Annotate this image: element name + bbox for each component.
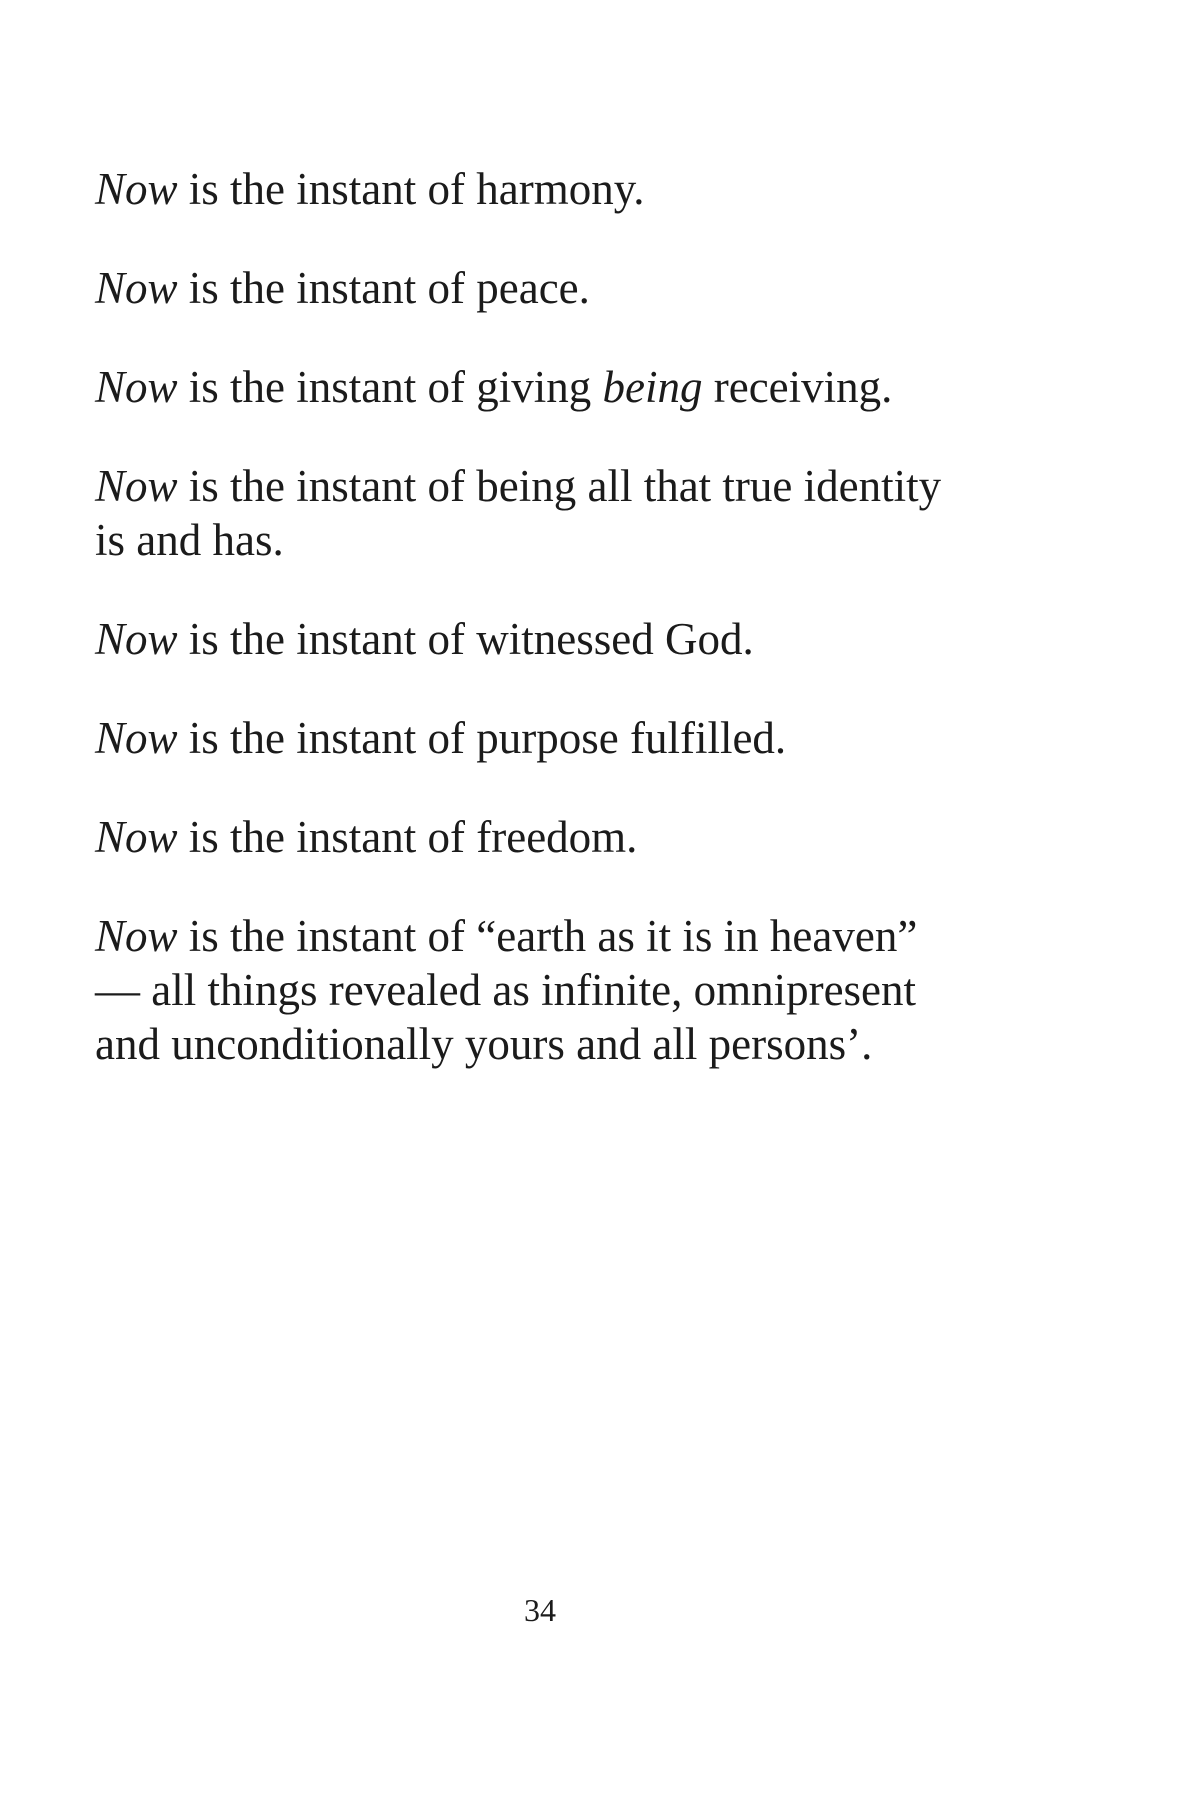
stanza-text: is the instant of “earth as it is in heaven” [177, 911, 918, 961]
page-number: 34 [524, 1592, 556, 1628]
stanza-text: is the instant of being all that true identity [177, 461, 942, 511]
stanza-freedom [95, 810, 1015, 864]
stanza-emphasis: Now [95, 614, 178, 664]
stanza-text: is the instant of freedom. [177, 812, 638, 862]
stanza-harmony [95, 162, 1015, 216]
stanza-emphasis: Now [95, 263, 178, 313]
stanza-text: is the instant of peace. [177, 263, 590, 313]
stanza-text: is the instant of purpose fulfilled. [177, 713, 787, 763]
stanza-text: is the instant of witnessed God. [177, 614, 754, 664]
poem-text [95, 162, 1015, 1116]
stanza-text-line2: is and has. [95, 515, 284, 565]
stanza-emphasis: Now [95, 164, 178, 214]
stanza-purpose [95, 711, 1015, 765]
stanza-emphasis-being: being [602, 362, 703, 412]
stanza-emphasis: Now [95, 362, 178, 412]
stanza-text-end: receiving. [702, 362, 893, 412]
stanza-giving [95, 360, 1015, 414]
stanza-text: is the instant of harmony. [177, 164, 645, 214]
stanza-emphasis: Now [95, 713, 178, 763]
stanza-emphasis: Now [95, 812, 178, 862]
stanza-text: is the instant of giving [177, 362, 603, 412]
stanza-peace [95, 261, 1015, 315]
stanza-emphasis: Now [95, 461, 178, 511]
stanza-text-line3: and unconditionally yours and all persons’. [95, 1019, 873, 1069]
stanza-witnessed [95, 612, 1015, 666]
stanza-text-line2: — all things revealed as infinite, omnipresent [95, 965, 917, 1015]
stanza-emphasis: Now [95, 911, 178, 961]
stanza-heaven [95, 909, 1015, 1071]
stanza-identity [95, 459, 1015, 567]
